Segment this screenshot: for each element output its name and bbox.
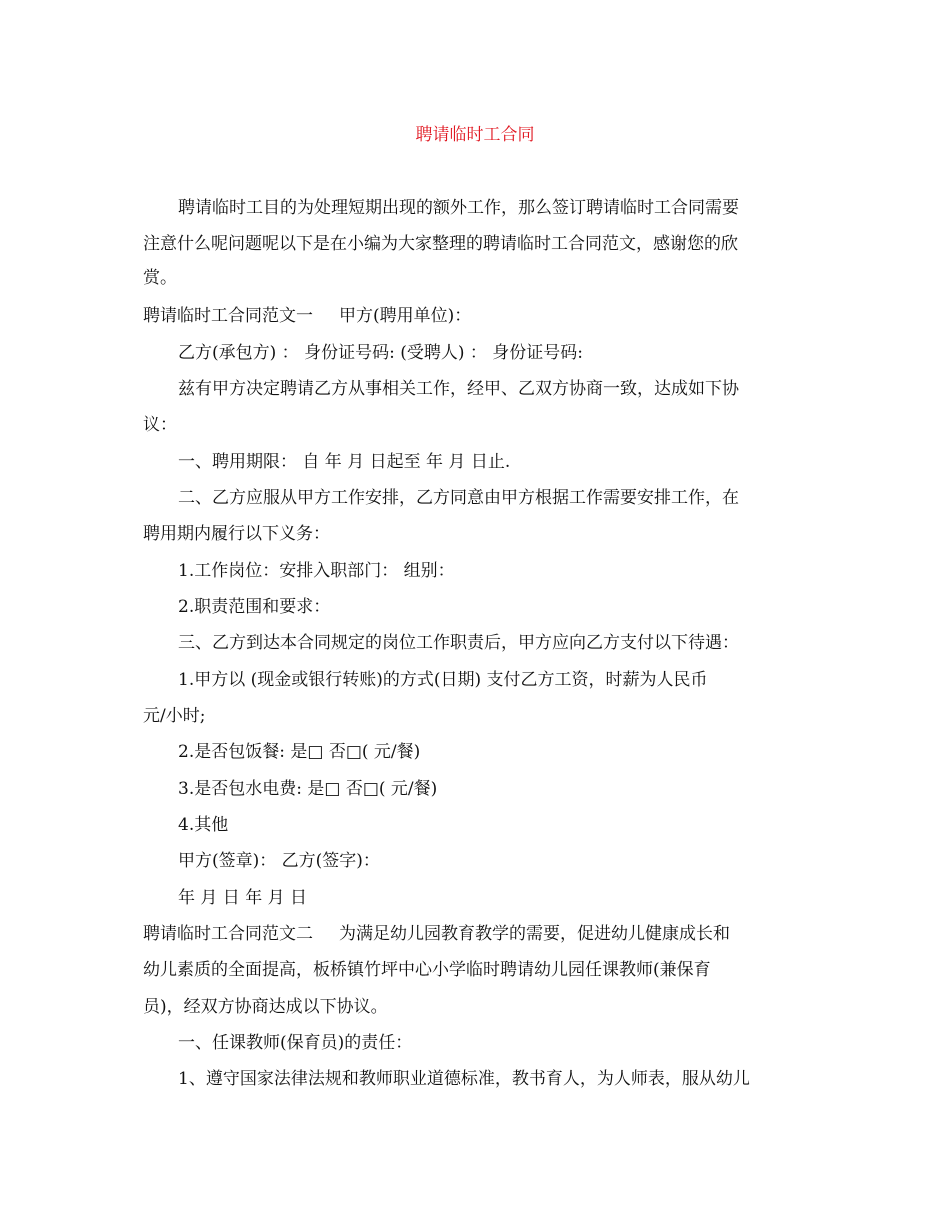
paragraph-line: 元/小时;: [143, 706, 206, 726]
paragraph-line: 幼儿素质的全面提高，板桥镇竹坪中心小学临时聘请幼儿园任课教师(兼保育: [143, 960, 711, 980]
paragraph-line: 注意什么呢问题呢以下是在小编为大家整理的聘请临时工合同范文，感谢您的欣: [143, 234, 738, 254]
paragraph-text: 甲方(聘用单位)：: [339, 306, 472, 326]
paragraph-line: 年 月 日 年 月 日: [178, 888, 308, 908]
paragraph-line: 3.是否包水电费: 是□ 否□( 元/餐): [178, 779, 438, 799]
paragraph-line: 议：: [143, 415, 177, 435]
section-heading-line: [143, 923, 730, 945]
paragraph-line: 2.是否包饭餐: 是□ 否□( 元/餐): [178, 742, 421, 762]
paragraph-line: 员)，经双方协商达成以下协议。: [143, 997, 388, 1017]
paragraph-line: 赏。: [143, 268, 177, 288]
section-heading-line: [143, 305, 471, 327]
paragraph-line: 三、乙方到达本合同规定的岗位工作职责后，甲方应向乙方支付以下待遇：: [178, 633, 739, 653]
section-heading: 聘请临时工合同范文一: [143, 306, 313, 326]
paragraph-line: 聘请临时工目的为处理短期出现的额外工作，那么签订聘请临时工合同需要: [178, 198, 739, 218]
paragraph-line: 1、遵守国家法律法规和教师职业道德标准，教书育人，为人师表，服从幼儿: [178, 1069, 750, 1089]
paragraph-line: 一、任课教师(保育员)的责任：: [178, 1033, 413, 1053]
paragraph-line: 聘用期内履行以下义务：: [143, 524, 330, 544]
document-title: 聘请临时工合同: [415, 125, 535, 145]
section-heading: 聘请临时工合同范文二: [143, 924, 313, 944]
paragraph-line: 兹有甲方决定聘请乙方从事相关工作，经甲、乙双方协商一致，达成如下协: [178, 379, 739, 399]
paragraph-text: 为满足幼儿园教育教学的需要，促进幼儿健康成长和: [339, 924, 730, 944]
paragraph-line: 1.工作岗位：安排入职部门： 组别：: [178, 561, 455, 581]
paragraph-line: 乙方(承包方) ： 身份证号码: (受聘人) ： 身份证号码:: [178, 343, 584, 363]
paragraph-line: 一、聘用期限： 自 年 月 日起至 年 月 日止.: [178, 452, 511, 472]
paragraph-line: 1.甲方以 (现金或银行转账)的方式(日期) 支付乙方工资，时薪为人民币: [178, 670, 708, 690]
paragraph-line: 甲方(签章)： 乙方(签字)：: [178, 851, 380, 871]
paragraph-line: 2.职责范围和要求：: [178, 597, 331, 617]
paragraph-line: 4.其他: [178, 815, 229, 835]
paragraph-line: 二、乙方应服从甲方工作安排，乙方同意由甲方根据工作需要安排工作，在: [178, 488, 739, 508]
